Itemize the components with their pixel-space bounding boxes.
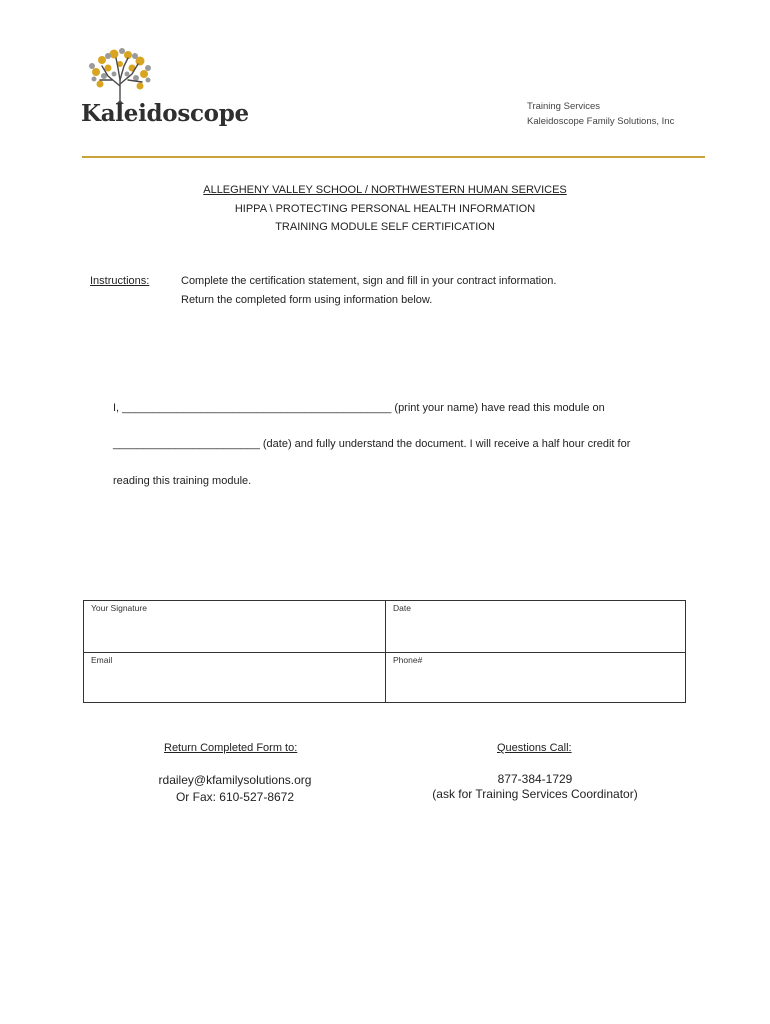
certification-line-3: reading this training module. <box>113 475 252 487</box>
signature-label: Your Signature <box>91 603 147 613</box>
date-label: Date <box>393 603 411 613</box>
signature-field[interactable] <box>84 601 385 652</box>
questions-phone-note: (ask for Training Services Coordinator) <box>432 787 638 801</box>
document-title-line-2: HIPPA \ PROTECTING PERSONAL HEALTH INFORMATION <box>234 203 536 215</box>
document-title-line-3: TRAINING MODULE SELF CERTIFICATION <box>275 221 495 233</box>
instructions-line-2: Return the completed form using information below. <box>181 294 433 306</box>
return-form-label: Return Completed Form to: <box>164 742 298 754</box>
header-divider <box>82 156 705 158</box>
phone-label: Phone# <box>393 655 423 665</box>
date-field[interactable] <box>386 601 685 652</box>
phone-field[interactable] <box>386 653 685 702</box>
return-email[interactable]: rdailey@kfamilysolutions.org <box>158 773 312 787</box>
email-label: Email <box>91 655 113 665</box>
contact-form-table <box>83 600 686 703</box>
certification-line-1[interactable]: I, ____________________________________________ (print your name) have read this module on <box>113 402 605 414</box>
email-field[interactable] <box>84 653 385 702</box>
org-name: Kaleidoscope Family Solutions, Inc <box>527 116 675 127</box>
org-department: Training Services <box>527 101 601 112</box>
certification-line-2[interactable]: ________________________ (date) and fully understand the document. I will receive a half hour credit for <box>113 438 631 450</box>
kaleidoscope-tree-logo-icon <box>82 46 158 106</box>
return-fax: Or Fax: 610-527-8672 <box>175 790 295 804</box>
logo-wordmark: Kaleidoscope <box>81 100 249 127</box>
questions-label: Questions Call: <box>497 742 572 754</box>
instructions-line-1: Complete the certification statement, sign and fill in your contract information. <box>181 275 557 287</box>
questions-phone[interactable]: 877-384-1729 <box>497 772 573 786</box>
document-title-line-1: ALLEGHENY VALLEY SCHOOL / NORTHWESTERN HUMAN SERVICES <box>203 184 567 196</box>
instructions-label: Instructions: <box>90 275 150 287</box>
